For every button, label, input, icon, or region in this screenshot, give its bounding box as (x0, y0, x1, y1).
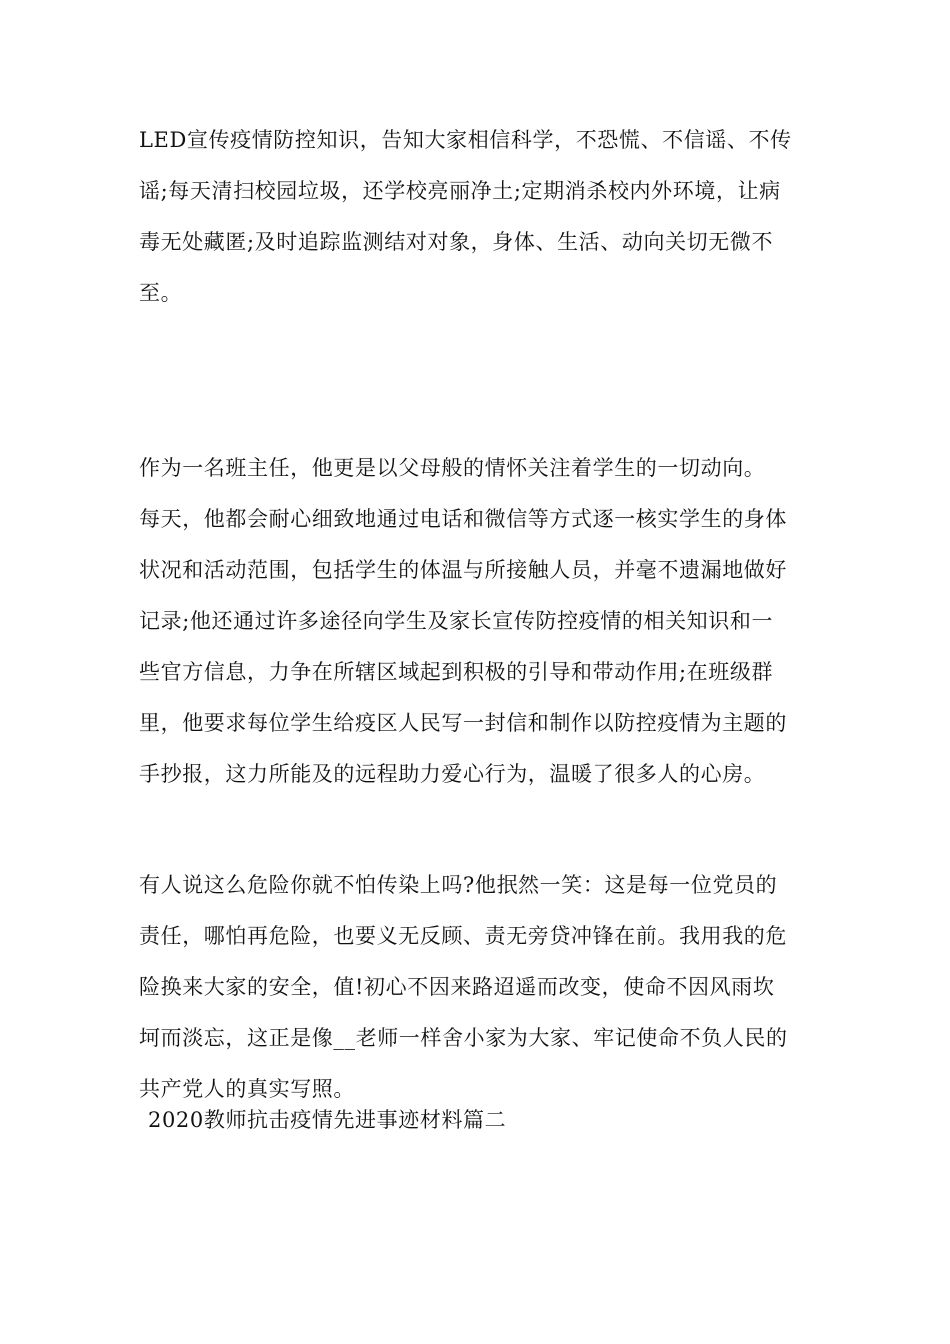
paragraph-line: 险换来大家的安全，值!初心不因来路迢遥而改变，使命不因风雨坎 (139, 975, 775, 999)
paragraph-line: 每天，他都会耐心细致地通过电话和微信等方式逐一核实学生的身体 (139, 507, 787, 531)
paragraph-line: 谣;每天清扫校园垃圾，还学校亮丽净土;定期消杀校内外环境，让病 (139, 179, 781, 203)
paragraph-line: 至。 (139, 281, 183, 305)
paragraph-line: 手抄报，这力所能及的远程助力爱心行为，温暖了很多人的心房。 (139, 762, 766, 786)
paragraph-1 (139, 115, 819, 319)
paragraph-2 (139, 443, 819, 800)
paragraph-line: LED宣传疫情防控知识，告知大家相信科学，不恐慌、不信谣、不传 (139, 128, 792, 152)
paragraph-line: 些官方信息，力争在所辖区域起到积极的引导和带动作用;在班级群 (139, 660, 774, 684)
paragraph-line: 作为一名班主任，他更是以父母般的情怀关注着学生的一切动向。 (139, 456, 766, 480)
paragraph-line: 坷而淡忘，这正是像__老师一样舍小家为大家、牢记使命不负人民的 (139, 1026, 788, 1050)
paragraph-line: 状况和活动范围，包括学生的体温与所接触人员，并毫不遗漏地做好 (139, 558, 787, 582)
paragraph-3 (139, 860, 819, 1115)
paragraph-line: 责任，哪怕再危险，也要义无反顾、责无旁贷冲锋在前。我用我的危 (139, 924, 787, 948)
section-heading: 2020教师抗击疫情先进事迹材料篇二 (148, 1108, 507, 1132)
paragraph-line: 有人说这么危险你就不怕传染上吗?他抿然一笑：这是每一位党员的 (139, 873, 778, 897)
paragraph-line: 里，他要求每位学生给疫区人民写一封信和制作以防控疫情为主题的 (139, 711, 787, 735)
paragraph-line: 记录;他还通过许多途径向学生及家长宣传防控疫情的相关知识和一 (139, 609, 774, 633)
paragraph-line: 共产党人的真实写照。 (139, 1077, 355, 1101)
paragraph-line: 毒无处藏匿;及时追踪监测结对对象，身体、生活、动向关切无微不 (139, 230, 774, 254)
